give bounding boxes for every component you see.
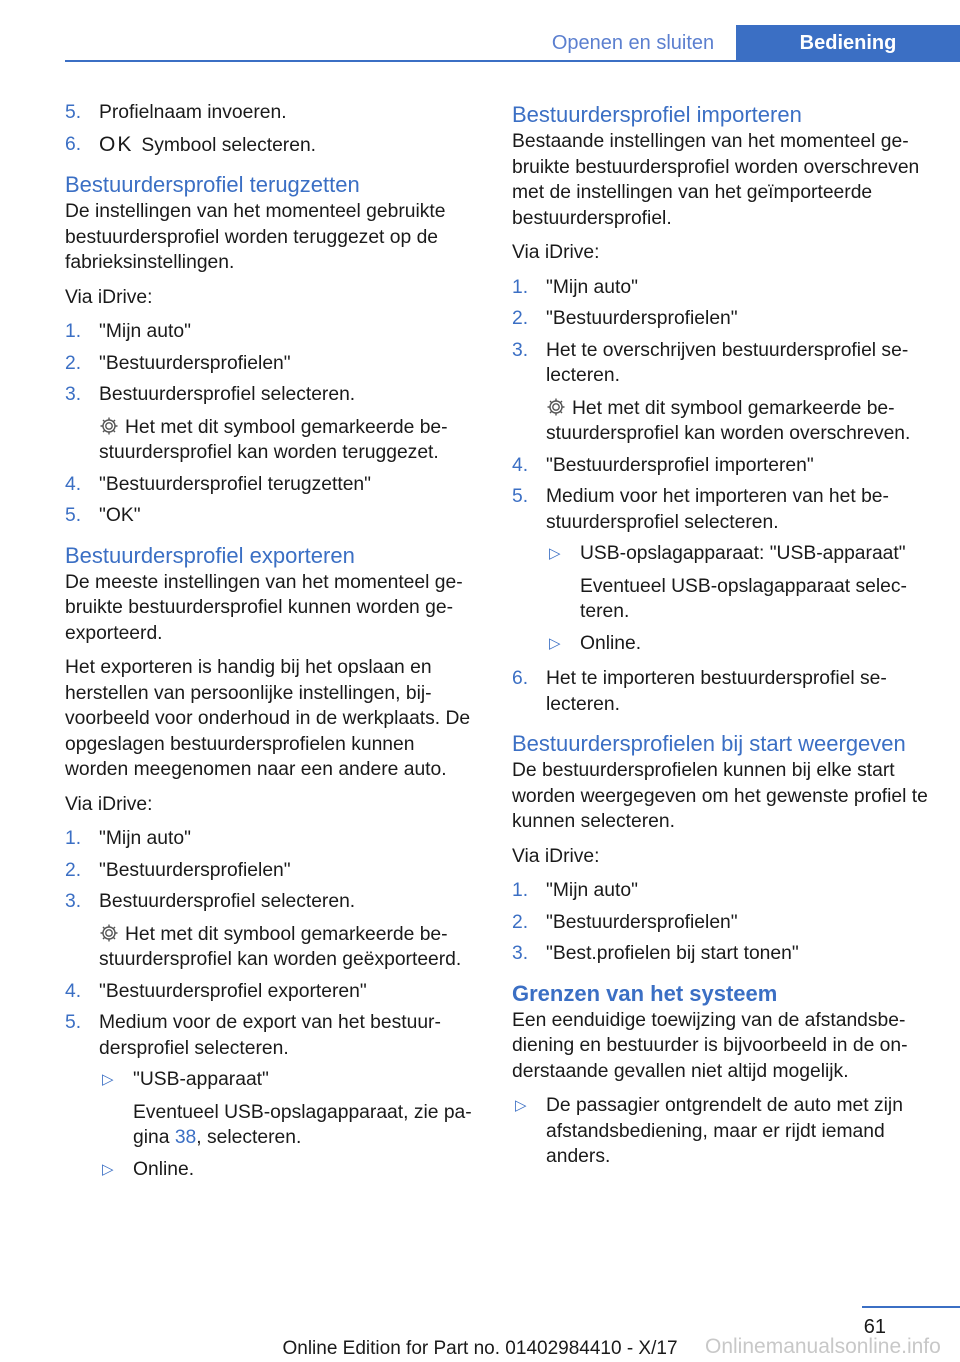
list-item [512,338,930,447]
bullet-text: Online. [133,1158,195,1180]
step-number: 2. [512,308,529,329]
bullet-note-text: Eventueel USB-opslagapparaat, zie pagina [133,1101,472,1148]
list-item [512,1093,930,1170]
list-item [65,100,480,126]
startup-via: Via iDrive: [512,845,600,867]
heading-reset-profile: Bestuurdersprofiel terugzetten [65,172,360,197]
list-item [512,484,930,656]
list-item [65,858,480,884]
step-number: 3. [512,943,529,964]
left-column [65,100,480,1192]
step-text: Medium voor het importeren van het bestuurdersprofiel selecteren. [546,486,889,533]
step-number: 2. [65,352,82,374]
footer-rule [862,1306,960,1308]
list-item [512,306,930,332]
list-item [65,979,480,1005]
list-item [512,275,930,301]
step-number: 5. [65,505,82,526]
step-number: 5. [65,102,82,123]
step-text: Bestuurdersprofiel selecteren. [99,384,356,405]
import-step-list [512,275,930,718]
list-item [512,910,930,936]
step-note [546,396,930,447]
step-number: 2. [65,859,82,881]
list-item [65,889,480,973]
bullet-note: Eventueel USB-opslagapparaat selecteren. [580,575,907,622]
list-item [99,1067,480,1151]
step-text: "Bestuurdersprofiel exporteren" [99,980,367,1002]
triangle-bullet-icon: ▷ [102,1160,114,1178]
step-text: "Bestuurdersprofielen" [546,308,738,329]
bullet-note-text: , selecteren. [196,1127,302,1148]
step-number: 1. [512,276,529,298]
import-medium-list [546,541,930,656]
step-number: 4. [512,454,529,476]
step-number: 6. [512,668,529,689]
step-number: 5. [512,486,529,507]
list-item [512,453,930,479]
import-intro: Bestaande instellingen van het momenteel gebruikte bestuurdersprofiel worden overschreven met de instellingen van het geïmporteerde bestuurdersprofiel. [512,131,920,229]
step-number: 3. [512,339,529,361]
top-step-list [65,100,480,158]
export-step-list [65,826,480,1182]
step-text: Het te importeren bestuurdersprofiel selecteren. [546,668,887,715]
step-text: "Mijn auto" [99,828,191,849]
step-text: Bestuurdersprofiel selecteren. [99,891,356,912]
reset-via: Via iDrive: [65,286,153,308]
step-number: 4. [65,473,82,495]
header-tab-opening: Openen en sluiten [551,32,715,54]
triangle-bullet-icon: ▷ [515,1097,527,1114]
step-text: "Best.profielen bij start tonen" [546,943,799,964]
bullet-text: "USB-apparaat" [133,1069,269,1090]
step-number: 1. [512,880,529,901]
header-rule [65,60,960,62]
bullet-text: USB-opslagapparaat: "USB-apparaat" [580,543,906,564]
reset-step-list [65,319,480,529]
triangle-bullet-icon: ▷ [549,634,561,652]
step-note [99,922,480,973]
bullet-text: De passagier ontgrendelt de auto met zijn afstandsbediening, maar er rijdt iemand anders. [546,1095,903,1167]
list-item [65,472,480,498]
page-number: 61 [863,1316,886,1338]
heading-export-profile: Bestuurdersprofiel exporteren [65,542,355,568]
list-item [99,1157,480,1183]
list-item [65,132,480,159]
step-text: "Mijn auto" [546,880,638,901]
triangle-bullet-icon: ▷ [549,545,561,562]
export-intro: De meeste instellingen van het momenteel gebruikte bestuurdersprofiel kunnen worden geexporteerd. [65,571,463,644]
reset-intro: De instellingen van het momenteel gebruikte bestuurdersprofiel worden teruggezet op de fabrieksinstellingen. [65,201,446,273]
step-number: 3. [65,891,82,912]
export-para: Het exporteren is handig bij het opslaan en herstellen van persoonlijke instellingen, bijvoorbeeld voor onderhoud in de werkplaats. De opgeslagen bestuurdersprofielen kunnen worden meegenomen naar een andere auto. [65,657,471,780]
list-item [65,382,480,466]
heading-startup-profiles: Bestuurdersprofielen bij start weergeven [512,731,906,756]
step-number: 1. [65,321,82,342]
bullet-text: Online. [580,632,642,654]
header-tab-operation: Bediening [736,25,960,62]
limits-list [512,1093,930,1170]
list-item [65,826,480,852]
import-via: Via iDrive: [512,242,600,263]
gear-icon [99,923,119,943]
list-item [65,319,480,345]
ok-symbol-icon: OK [99,132,134,156]
startup-intro: De bestuurdersprofielen kunnen bij elke start worden weergegeven om het gewenste profiel te kunnen selecteren. [512,760,928,832]
step-text: Symbool selecteren. [141,134,317,156]
step-text: "Bestuurdersprofiel importeren" [546,454,814,476]
gear-icon [99,416,119,436]
list-item [65,351,480,377]
step-text: Medium voor de export van het bestuurdersprofiel selecteren. [99,1012,441,1059]
step-text: "Mijn auto" [99,321,191,342]
step-number: 2. [512,911,529,933]
export-via: Via iDrive: [65,793,153,815]
step-text: "Bestuurdersprofielen" [99,859,291,881]
export-medium-list [99,1067,480,1182]
triangle-bullet-icon: ▷ [102,1071,114,1088]
bullet-note [133,1100,480,1151]
footer-edition: Online Edition for Part no. 01402984410 - X/17 [282,1338,678,1359]
step-text: Profielnaam invoeren. [99,102,287,123]
list-item [512,666,930,717]
step-note-text: Het met dit symbool gemarkeerde bestuurdersprofiel kan worden overschreven. [546,397,911,444]
step-text: "OK" [99,505,141,526]
list-item [546,541,930,625]
step-number: 3. [65,384,82,405]
step-note-text: Het met dit symbool gemarkeerde bestuurdersprofiel kan worden teruggezet. [99,416,448,463]
step-note-text: Het met dit symbool gemarkeerde bestuurdersprofiel kan worden geëxporteerd. [99,923,462,970]
list-item [546,631,930,657]
heading-system-limits: Grenzen van het systeem [512,980,778,1006]
startup-step-list [512,878,930,967]
list-item [512,941,930,967]
list-item [65,1010,480,1182]
right-column [512,100,930,1180]
watermark: Onlinemanualsonline.info [705,1335,941,1358]
step-text: "Bestuurdersprofielen" [99,352,291,374]
step-note [99,415,480,466]
step-text: "Mijn auto" [546,276,638,298]
page-link-38[interactable]: 38 [174,1127,197,1148]
gear-icon [546,397,566,417]
step-text: "Bestuurdersprofielen" [546,911,738,933]
step-text: "Bestuurdersprofiel terugzetten" [99,473,371,495]
step-number: 6. [65,133,82,155]
step-text: Het te overschrijven bestuurdersprofiel selecteren. [546,339,909,386]
limits-intro: Een eenduidige toewijzing van de afstandsbediening en bestuurder is bijvoorbeeld in de onderstaande gevallen niet altijd mogelijk. [512,1009,908,1082]
list-item [65,503,480,529]
heading-import-profile: Bestuurdersprofiel importeren [512,102,802,127]
step-number: 5. [65,1012,82,1033]
step-number: 1. [65,828,82,849]
step-number: 4. [65,980,82,1002]
list-item [512,878,930,904]
